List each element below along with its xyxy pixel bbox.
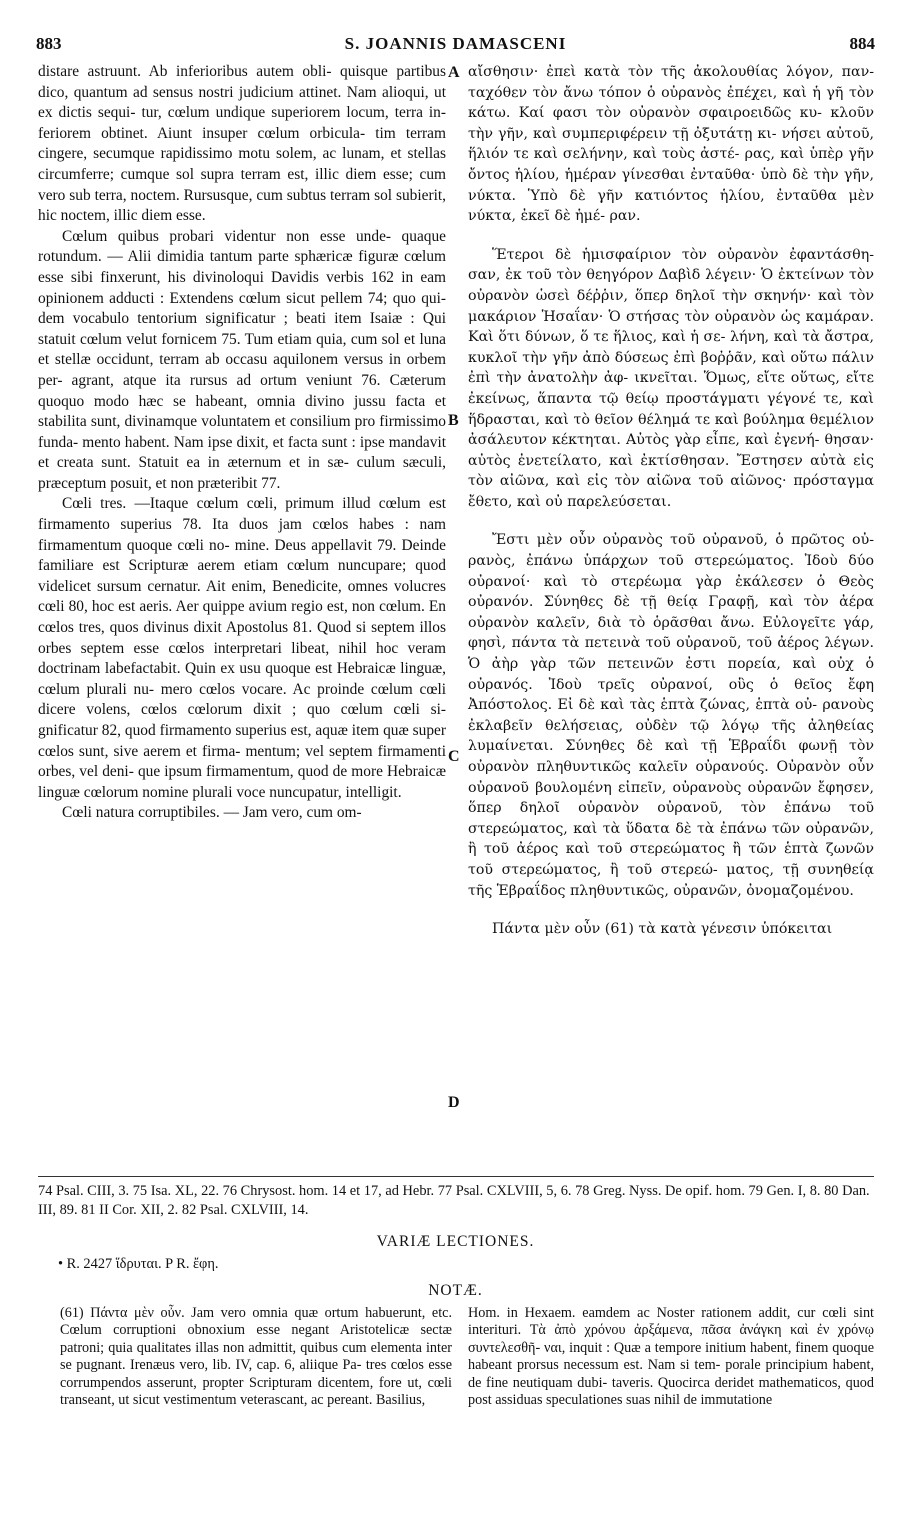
latin-column bbox=[38, 62, 446, 824]
section-marker-d: D bbox=[448, 1094, 460, 1111]
page-header bbox=[36, 34, 875, 62]
section-marker-c: C bbox=[448, 748, 460, 765]
latin-paragraph-3: Cœli tres. —Itaque cœlum cœli, primum illud cœlum est firmamento superius 78. Ita duos jam cœlos habes : nam firmamentum quoque cœli no- mine. Deus appellavit 79. Deinde familiare est Scripturæ aerem etiam cœlum nuncupare; quod videlicet sursum cernatur. Ait enim, Benedicite, omnes volucres cœli 80, hoc est aeris. Aer quippe avium regio est, non cœlum. En cœlos tres, quos divinus dixit Apostolus 81. Quod si septem illos orbes septem esse cœlos interpretari libeat, nihil hoc veram doctrinam labefactabit. Quin ex usu quoque est Hebraicæ linguæ, cœlum plurali nu- mero cœlos vocare. Ac proinde cœlum cœli dicere volens, cœlos cœlorum dixit ; quo cœlum cœli si- gnificatur 82, quod firmamento superius est, aquæ item quæ super cœlos sunt, sive aerem et firma- mentum; vel septem firmamenti orbes, vel deni- que ipsum firmamentum, quod de more Hebraicæ linguæ cœlorum nomine plurali voce nuncupatur, intelligit. bbox=[38, 495, 446, 801]
notae-heading: NOTÆ. bbox=[428, 1282, 483, 1299]
right-page-number: 884 bbox=[849, 34, 875, 53]
latin-paragraph-4: Cœli natura corruptibiles. — Jam vero, cum om- bbox=[62, 804, 362, 822]
variae-lectiones-heading: VARIÆ LECTIONES. bbox=[376, 1233, 535, 1250]
greek-paragraph-3: Ἔστι μὲν οὖν οὐρανὸς τοῦ οὐρανοῦ, ὁ πρῶτος οὐ- ρανὸς, ἐπάνω ὑπάρχων τοῦ στερεώματος. Ἰδοὺ δύο οὐρανοί· καὶ τὸ στερέωμα γὰρ ἐκάλεσεν ὁ Θεὸς οὐρανόν. Σύνηθες δὲ τῇ θείᾳ Γραφῇ, καὶ τὸν ἀέρα οὐρανὸν καλεῖν, διὰ τὸ ὁρᾶσθαι ἄνω. Εὐλογεῖτε γάρ, φησὶ, πάντα τὰ πετεινὰ τοῦ οὐρανοῦ, τοῦ ἀέρος λέγων. Ὁ ἀὴρ γὰρ τῶν πετεινῶν ἐστι πορεία, καὶ οὐχ ὁ οὐρανός. Ἰδοὺ τρεῖς οὐρανοί, οὓς ὁ θεῖος ἔφη Ἀπόστολος. Εἰ δὲ καὶ τὰς ἑπτὰ ζώνας, ἑπτὰ οὐ- ρανοὺς ἐκλαβεῖν θελήσειας, οὐδὲν τῷ λόγῳ τῆς ἀληθείας λυμαίνεται. Σύνηθες δὲ καὶ τῇ Ἑβραΐδι φωνῇ τὸν οὐρανὸν πληθυντικῶς καλεῖν οὐρανούς. Οὐρανὸν οὖν οὐρανοῦ βουλομένη εἰπεῖν, οὐρανοὺς οὐρανῶν ἔφησεν, ὅπερ δηλοῖ οὐρανὸν οὐρανοῦ, τὸν ἐπάνω τοῦ στερεώματος, καὶ τὰ ὕδατα δὲ τὰ ἐπάνω τῶν οὐρανῶν, ἢ τοῦ ἀέρος καὶ τοῦ στερεώματος ἢ τῶν ἑπτὰ ζωνῶν τοῦ στερεώματος, ἢ τοῦ στερεώ- ματος, τῇ συνηθείᾳ τῆς Ἑβραΐδος πληθυντικῶς, οὐρανῶν, ὀνομαζομένου. bbox=[468, 532, 874, 899]
left-page-number: 883 bbox=[36, 34, 62, 53]
notae-right-text: Hom. in Hexaem. eamdem ac Noster rationem addit, cur cœli sint interituri. Τὰ ἀπὸ χρόνου ἀρξάμενα, πᾶσα ἀνάγκη καὶ ἐν χρόνῳ συντελεσθῆ- ναι, inquit : Quæ a tempore initium habent, finem quoque habeant prorsus necessum est. Nam si tem- porale principium habent, de fine neutiquam dubi- taveris. Quocirca deridet mathematicos, quod post assiduas speculationes suas nihil de immutatione bbox=[468, 1305, 874, 1409]
greek-paragraph-4: Πάντα μὲν οὖν (61) τὰ κατὰ γένεσιν ὑπόκειται bbox=[492, 921, 833, 938]
running-title: S. JOANNIS DAMASCENI bbox=[344, 34, 567, 53]
section-marker-b: B bbox=[448, 412, 459, 429]
section-marker-a: A bbox=[448, 64, 460, 81]
notae-left-column bbox=[60, 1305, 452, 1409]
latin-paragraph-2: Cœlum quibus probari videntur non esse unde- quaque rotundum. — Alii dimidia tantum parte sphæricæ figuræ cœlum esse sibi finxerunt, his divinoloqui Davidis verbis 162 in eam opinionem adducti : Extendens cœlum sicut pellem 74; quo qui- dem vocabulo tentorium significatur ; beati item Isaiæ : Qui statuit cœlum velut fornicem 75. Tum etiam quia, cum sol et luna et stellæ occidunt, terram ab occasu aquilonem versus in orbem per- agrant, atque ita rursus ad ortum veniunt 76. Cæterum quoquo modo hæc se habeant, omnia divino jussu facta et stabilita sunt, divinamque voluntatem et consilium pro firmissimo funda- mento habent. Nam ipse dixit, et facta sunt : ipse mandavit et creata sunt. Statuit ea in æternum et in sæ- culum sæculi, præceptum posuit, et non præteribit 77. bbox=[38, 227, 446, 492]
greek-paragraph-1: αἴσθησιν· ἐπεὶ κατὰ τὸν τῆς ἀκολουθίας λόγον, παν- ταχόθεν τὸν ἄνω τόπον ὁ οὐρανὸς ἐπέχει, καὶ ἡ γῆ τὸν κάτω. Καί φασι τὸν οὐρανὸν σφαιροειδῶς κυ- κλοῦν τὴν γῆν, καὶ συμπεριφέρειν τῇ ὀξυτάτῃ κι- νήσει αὐτοῦ, ἥλιόν τε καὶ σελήνην, καὶ τοὺς ἀστέ- ρας, καὶ ὑπὲρ γῆν ὄντος ἡλίου, ἡμέραν γίνεσθαι ἐνταῦθα· ὑπὸ δὲ τὴν γῆν, νύκτα. Ὑπὸ δὲ γῆν κατιόντος ἡλίου, ἐνταῦθα μὲν νύκτα, ἐκεῖ δὲ ἡμέ- ραν. bbox=[468, 64, 874, 225]
notae-left-text: (61) Πάντα μὲν οὖν. Jam vero omnia quæ ortum habuerunt, etc. Cœlum corruptioni obnoxium esse negant Aristotelicæ sectæ patroni; quia qualitates illas non admittit, quibus cum elementa inter se pugnant. Irenæus vero, lib. IV, cap. 6, aliique Pa- tres cœlos esse corrumpendos asserunt, propter Scripturam dicentem, fore ut, cœli transeant, ut sicut vestimentum veterascant, ac pereant. Basilius, bbox=[60, 1305, 452, 1409]
footnote-rule bbox=[38, 1176, 874, 1177]
scripture-footnotes: 74 Psal. CIII, 3. 75 Isa. XL, 22. 76 Chrysost. hom. 14 et 17, ad Hebr. 77 Psal. CXLVIII, 5, 6. 78 Greg. Nyss. De opif. hom. 79 Gen. I, 8. 80 Dan. III, 89. 81 II Cor. XII, 2. 82 Psal. CXLVIII, 14. bbox=[38, 1183, 870, 1218]
variae-lectiones-text: • R. 2427 ἵδρυται. P R. ἔφη. bbox=[58, 1256, 219, 1272]
notae-right-column bbox=[468, 1305, 874, 1409]
greek-column bbox=[468, 62, 874, 940]
latin-paragraph-1: distare astruunt. Ab inferioribus autem obli- quisque partibus dico, quantum ad sensus nostri judicium attinet. Nam alioqui, ut ex dictis sequi- tur, cœlum undique superiorem locum, terra in- feriorem obtinet. Aiunt insuper cœlum orbicula- tim terram cingere, secumque rapidissimo motu solem, ac lunam, et stellas circumferre; cumque sol supra terram est, illic diem esse; cum vero sub terra, noctem. Rursusque, cum subtus terram sol subierit, hic noctem, illic diem esse. bbox=[38, 63, 446, 225]
greek-paragraph-2: Ἕτεροι δὲ ἡμισφαίριον τὸν οὐρανὸν ἐφαντάσθη- σαν, ἐκ τοῦ τὸν θεηγόρον Δαβὶδ λέγειν· Ὁ ἐκτείνων τὸν οὐρανὸν ὡσεὶ δέῤῥιν, ὅπερ δηλοῖ τὴν σκηνήν· καὶ τὸν μακάριον Ἡσαΐαν· Ὁ στήσας τὸν οὐρανὸν ὡς καμάραν. Καὶ ὅτι δύνων, ὅ τε ἥλιος, καὶ ἡ σε- λήνη, καὶ τὰ ἄστρα, κυκλοῖ τὴν γῆν ἀπὸ δύσεως ἐπὶ βοῤῥᾶν, καὶ οὕτω πάλιν ἐπὶ τὴν ἀνατολὴν ἀφ- ικνεῖται. Ὅμως, εἴτε οὕτως, εἴτε ἐκείνως, ἅπαντα τῷ θείῳ προστάγματι γέγονέ τε, καὶ ἥδρασται, καὶ τὸ θεῖον θέλημά τε καὶ βούλημα θεμέλιον ἀσάλευτον κέκτηται. Αὐτὸς γὰρ εἶπε, καὶ ἐγενή- θησαν· αὐτὸς ἐνετείλατο, καὶ ἐκτίσθησαν. Ἔστησεν αὐτὰ εἰς τὸν αἰῶνα, καὶ εἰς τὸν αἰῶνα τοῦ αἰῶνος· πρόσταγμα ἔθετο, καὶ οὐ παρελεύσεται. bbox=[468, 246, 874, 510]
